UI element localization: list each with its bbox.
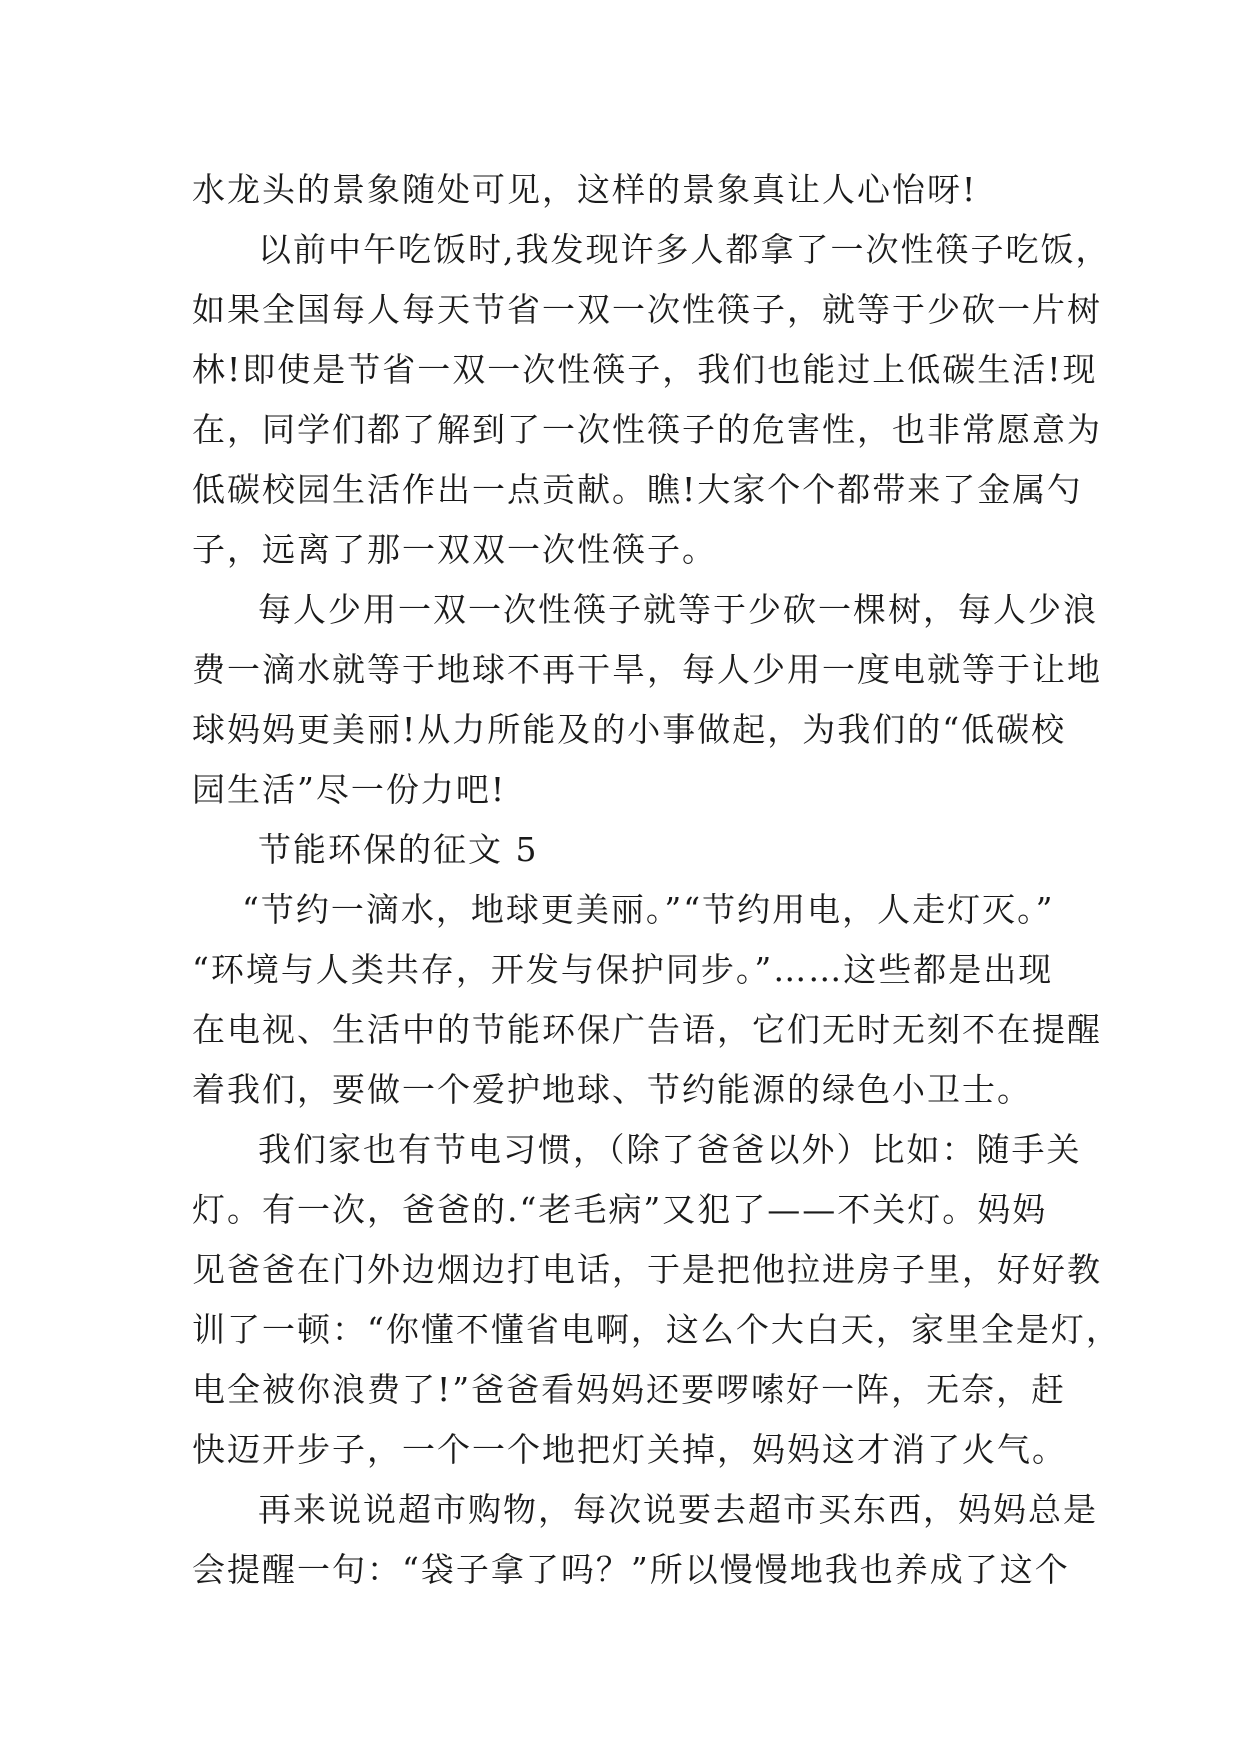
text-line: 着我们，要做一个爱护地球、节约能源的绿色小卫士。 bbox=[192, 1070, 1032, 1109]
document-body bbox=[192, 160, 1121, 1600]
text-line: 费一滴水就等于地球不再干旱，每人少用一度电就等于让地 bbox=[192, 650, 1102, 689]
text-line: 每人少用一双一次性筷子就等于少砍一棵树，每人少浪 bbox=[258, 590, 1098, 629]
text-line: 灯。有一次，爸爸的.“老毛病”又犯了——不关灯。妈妈 bbox=[192, 1190, 1048, 1229]
text-line: 园生活”尽一份力吧! bbox=[192, 770, 507, 809]
text-line: 电全被你浪费了!”爸爸看妈妈还要啰嗦好一阵，无奈，赶 bbox=[192, 1370, 1067, 1409]
text-line: 子，远离了那一双双一次性筷子。 bbox=[192, 530, 717, 569]
text-line: 以前中午吃饭时,我发现许多人都拿了一次性筷子吃饭， bbox=[258, 230, 1111, 269]
text-line: “环境与人类共存，开发与保护同步。”……这些都是出现 bbox=[192, 950, 1054, 989]
text-line: 低碳校园生活作出一点贡献。瞧!大家个个都带来了金属勺 bbox=[192, 470, 1083, 509]
text-line: 再来说说超市购物，每次说要去超市买东西，妈妈总是 bbox=[258, 1490, 1098, 1529]
text-line: “节约一滴水，地球更美丽。”“节约用电，人走灯灭。” bbox=[242, 890, 1055, 929]
text-line: 林!即使是节省一双一次性筷子，我们也能过上低碳生活!现 bbox=[192, 350, 1098, 389]
text-line: 快迈开步子，一个一个地把灯关掉，妈妈这才消了火气。 bbox=[192, 1430, 1067, 1469]
text-line: 如果全国每人每天节省一双一次性筷子，就等于少砍一片树 bbox=[192, 290, 1102, 329]
text-line: 在，同学们都了解到了一次性筷子的危害性，也非常愿意为 bbox=[192, 410, 1102, 449]
text-line: 水龙头的景象随处可见，这样的景象真让人心怡呀! bbox=[192, 170, 978, 209]
text-line: 在电视、生活中的节能环保广告语，它们无时无刻不在提醒 bbox=[192, 1010, 1102, 1049]
text-line: 我们家也有节电习惯，（除了爸爸以外）比如：随手关 bbox=[258, 1130, 1082, 1169]
text-line: 训了一顿：“你懂不懂省电啊，这么个大白天，家里全是灯， bbox=[192, 1310, 1121, 1349]
text-line: 球妈妈更美丽!从力所能及的小事做起，为我们的“低碳校 bbox=[192, 710, 1067, 749]
text-line: 见爸爸在门外边烟边打电话，于是把他拉进房子里，好好教 bbox=[192, 1250, 1102, 1289]
section-heading: 节能环保的征文 5 bbox=[258, 830, 539, 869]
text-line: 会提醒一句：“袋子拿了吗？”所以慢慢地我也养成了这个 bbox=[192, 1550, 1070, 1589]
